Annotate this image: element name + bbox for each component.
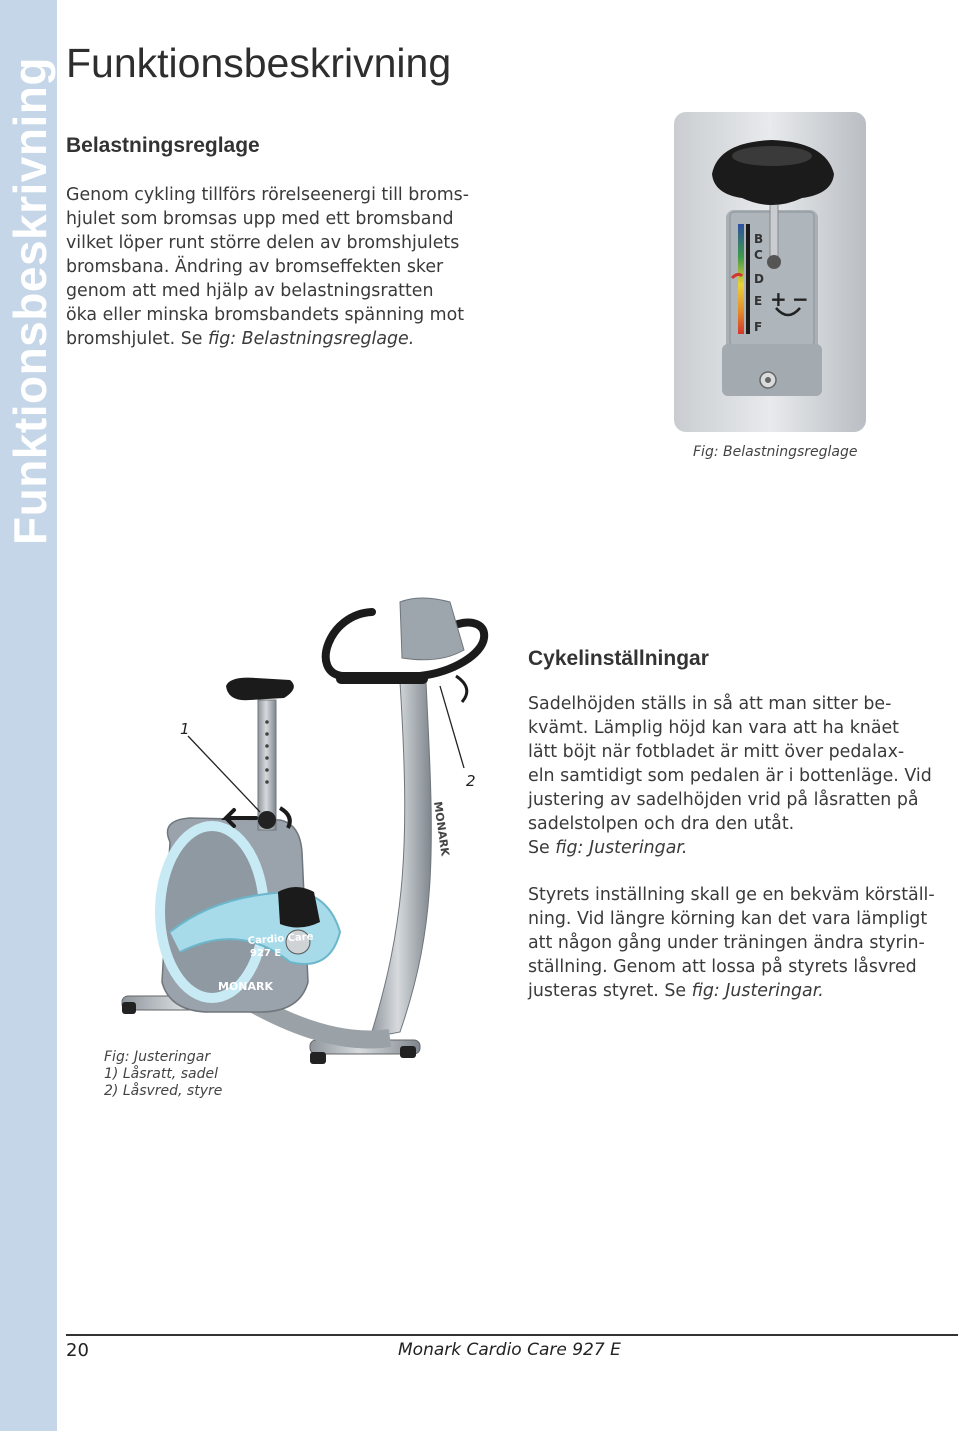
plus-sign: + [770,287,787,311]
sidebar-title: Funktionsbeskrivning [4,57,56,545]
label-1: 1 [180,720,190,738]
text-line: bromsbana. Ändring av bromseffekten sker [66,257,444,277]
footer-title: Monark Cardio Care 927 E [398,1340,621,1360]
section-paragraph [66,183,506,351]
text-line: kvämt. Lämplig höjd kan vara att ha knäet [528,718,900,738]
text-line: lätt böjt när fotbladet är mitt över pedalax- [528,742,905,762]
section-paragraph [528,883,958,1003]
footer-rule [66,1334,958,1336]
scale-letter: C [754,248,763,262]
text-line: öka eller minska bromsbandets spänning mot [66,305,465,325]
bike-model-1: Cardio Care [247,931,314,947]
figure-caption: Fig: Belastningsreglage [693,444,858,460]
text-line: ställning. Genom att lossa på styrets låsvred [528,957,917,977]
minus-sign: − [792,287,809,311]
text-line: vilket löper runt större delen av bromshjulets [66,233,460,253]
bike-brand-base: MONARK [218,980,274,993]
bike-model-2: 927 E [250,948,282,959]
caption-line: Fig: Justeringar [104,1049,211,1065]
text-line: genom att med hjälp av belastningsratten [66,281,434,301]
scale-letter: D [754,272,764,286]
text-line [66,327,506,351]
scale-letter: B [754,232,764,246]
figure-reference: fig: Belastningsreglage. [208,329,415,349]
section-heading-cykelinstallningar: Cykelinställningar [528,647,709,670]
text-fragment: Se [528,838,556,858]
text-line: ning. Vid längre körning kan det vara lämpligt [528,909,928,929]
bike-brand-tube: MONARK [431,800,452,857]
text-line: justering av sadelhöjden vrid på låsratten på [528,790,919,810]
section-paragraph [528,692,958,860]
scale-letter: E [754,294,763,308]
text-line: hjulet som bromsas upp med ett bromsband [66,209,454,229]
text-line: Genom cykling tillförs rörelseenergi till broms- [66,185,469,205]
section-heading-belastningsreglage: Belastningsreglage [66,134,260,157]
text-line [528,836,958,860]
text-line: sadelstolpen och dra den utåt. [528,814,795,834]
scale-letter: F [754,320,763,334]
exercise-bike-figure [100,592,500,1082]
text-fragment: bromshjulet. Se [66,329,208,349]
label-2: 2 [466,772,476,790]
handle-turn-icon [456,676,467,702]
text-fragment: justeras styret. Se [528,981,692,1001]
text-line: Styrets inställning skall ge en bekväm körställ- [528,885,935,905]
figure-reference: fig: Justeringar. [555,838,688,858]
caption-line: 1) Låsratt, sadel [104,1066,218,1082]
page-number: 20 [66,1340,89,1361]
caption-line: 2) Låsvred, styre [104,1083,223,1099]
page-title: Funktionsbeskrivning [66,40,452,86]
text-line: att någon gång under träningen ändra styrin- [528,933,925,953]
text-line: Sadelhöjden ställs in så att man sitter be- [528,694,892,714]
text-line: eln samtidigt som pedalen är i bottenläge. Vid [528,766,932,786]
figure-reference: fig: Justeringar. [691,981,824,1001]
load-control-figure [672,112,868,434]
figure-caption-justeringar [104,1049,222,1100]
text-line [528,979,958,1003]
